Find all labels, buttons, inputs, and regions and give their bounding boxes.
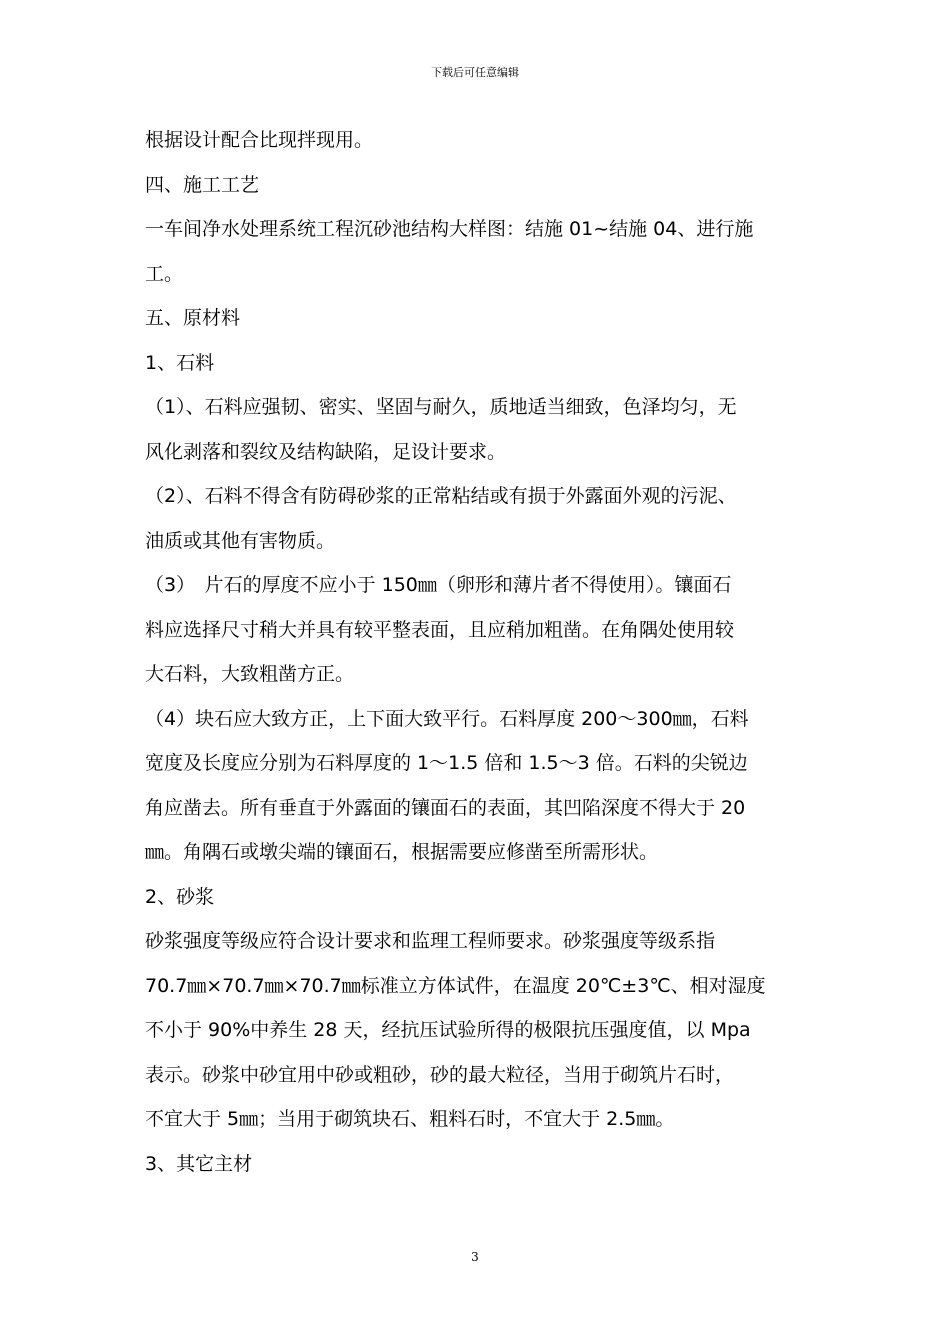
text-line-3: 一车间净水处理系统工程沉砂池结构大样图：结施 01~结施 04、进行施 xyxy=(145,218,754,240)
text-line-19: 砂浆强度等级应符合设计要求和监理工程师要求。砂浆强度等级系指 xyxy=(145,930,716,952)
text-line-15: 宽度及长度应分别为石料厚度的 1～1.5 倍和 1.5～3 倍。石料的尖锐边 xyxy=(145,752,748,774)
text-line-12: 料应选择尺寸稍大并具有较平整表面，且应稍加粗凿。在角隅处使用较 xyxy=(145,618,735,641)
text-line-11: （3） 片石的厚度不应小于 150㎜（卵形和薄片者不得使用）。镶面石 xyxy=(145,574,732,596)
document-body xyxy=(145,118,810,1186)
text-line-16: 角应凿去。所有垂直于外露面的镶面石的表面，其凹陷深度不得大于 20 xyxy=(145,796,746,819)
subsection-heading-stone: 1、石料 xyxy=(145,351,215,374)
text-line-13: 大石料，大致粗凿方正。 xyxy=(145,663,355,685)
text-line-22: 表示。砂浆中砂宜用中砂或粗砂，砂的最大粒径，当用于砌筑片石时， xyxy=(145,1063,735,1086)
section-heading-raw-materials: 五、原材料 xyxy=(145,307,241,329)
subsection-heading-other-materials: 3、其它主材 xyxy=(145,1152,253,1175)
text-line-1: 根据设计配合比现拌现用。 xyxy=(145,129,374,151)
text-line-8: 风化剥落和裂纹及结构缺陷，足设计要求。 xyxy=(145,440,507,463)
text-line-23: 不宜大于 5㎜；当用于砌筑块石、粗料石时，不宜大于 2.5㎜。 xyxy=(145,1108,675,1130)
text-line-7: （1）、石料应强韧、密实、坚固与耐久，质地适当细致，色泽均匀，无 xyxy=(145,396,737,418)
section-heading-construction-process: 四、施工工艺 xyxy=(145,173,260,196)
page-header: 下载后可任意编辑 xyxy=(431,66,519,79)
text-line-10: 油质或其他有害物质。 xyxy=(145,529,336,552)
subsection-heading-mortar: 2、砂浆 xyxy=(145,885,215,908)
text-line-9: （2）、石料不得含有防碍砂浆的正常粘结或有损于外露面外观的污泥、 xyxy=(145,485,737,507)
text-line-17: ㎜。角隅石或墩尖端的镶面石，根据需要应修凿至所需形状。 xyxy=(145,841,659,863)
text-line-14: （4）块石应大致方正，上下面大致平行。石料厚度 200～300㎜，石料 xyxy=(145,707,749,730)
text-line-20: 70.7㎜×70.7㎜×70.7㎜标准立方体试件，在温度 20℃±3℃、相对湿度 xyxy=(145,974,766,997)
page-number: 3 xyxy=(471,1250,479,1264)
text-line-4: 工。 xyxy=(145,262,184,285)
text-line-21: 不小于 90%中养生 28 天，经抗压试验所得的极限抗压强度值，以 Mpa xyxy=(145,1019,751,1041)
